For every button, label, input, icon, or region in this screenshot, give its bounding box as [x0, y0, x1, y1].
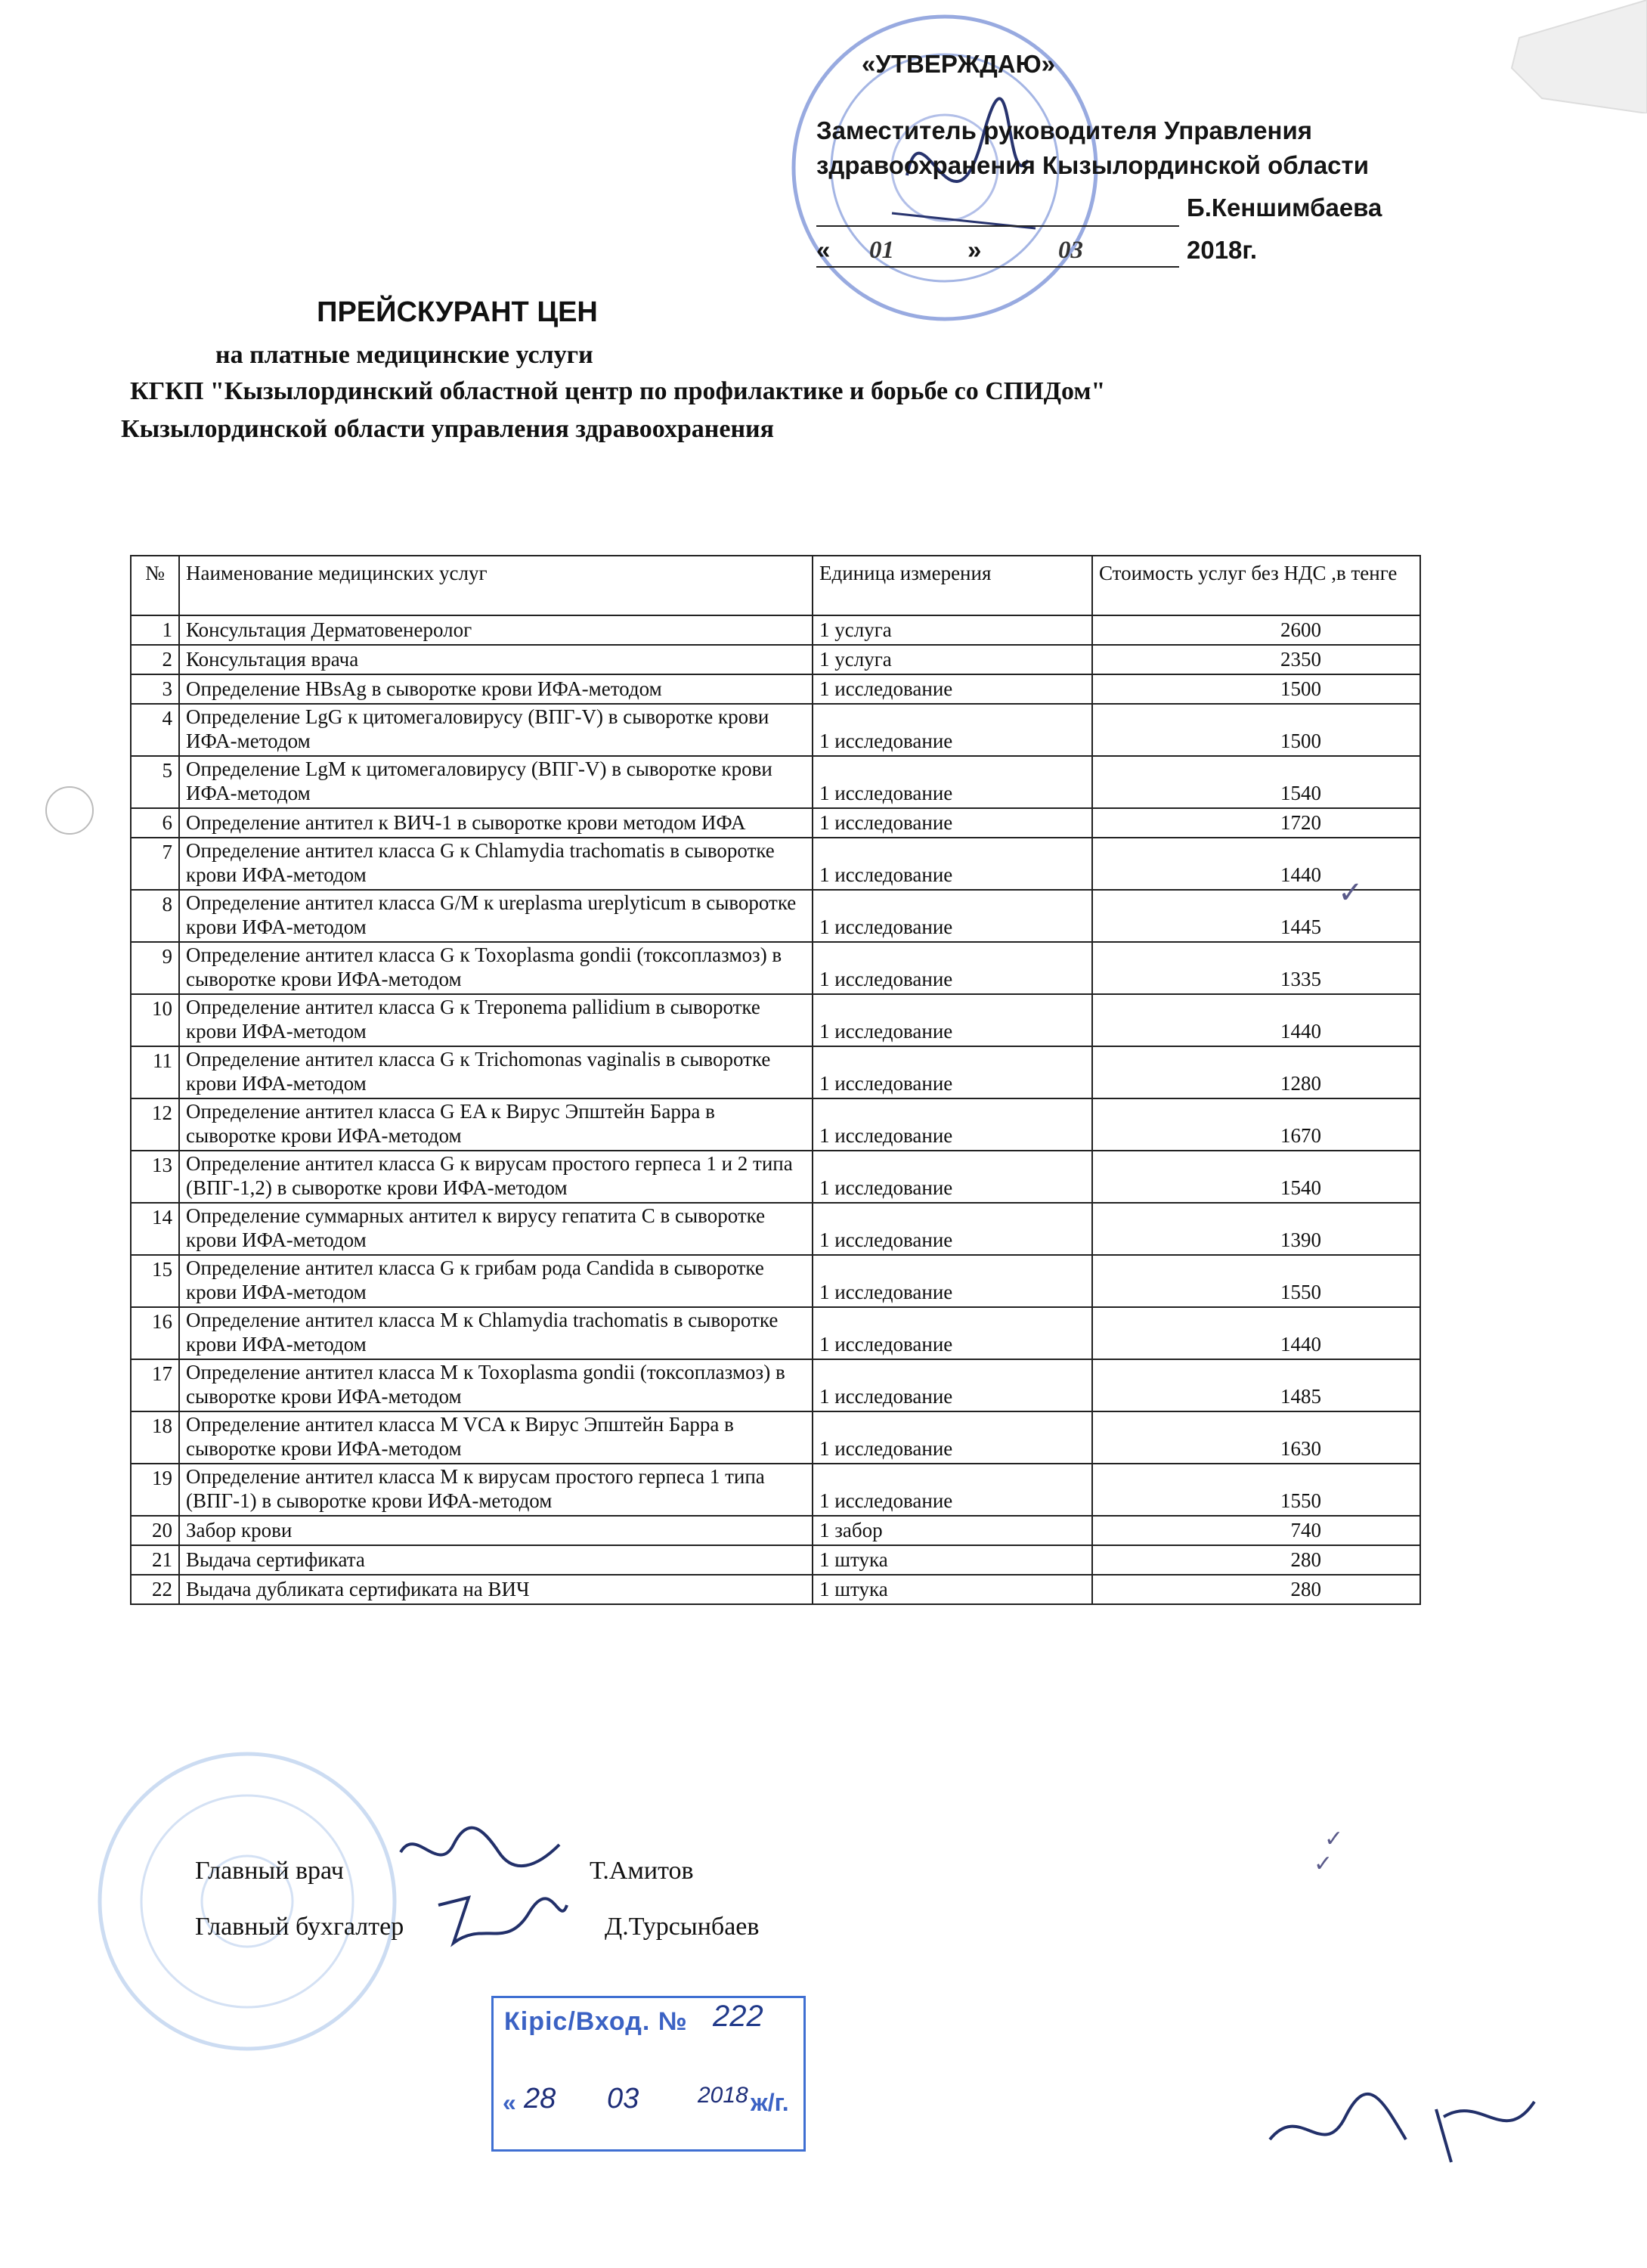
table-row — [131, 942, 1420, 994]
table-row — [131, 808, 1420, 838]
service-name: Определение антител класса G/M к ureplasma ureplyticum в сыворотке крови ИФА-методом — [179, 890, 813, 942]
service-price: 1550 — [1092, 1255, 1420, 1307]
row-number: 14 — [131, 1203, 179, 1255]
initials-signature — [1255, 2071, 1557, 2185]
service-price: 1485 — [1092, 1359, 1420, 1411]
service-name: Определение антител класса G к Toxoplasma gondii (токсоплазмоз) в сыворотке крови ИФА-методом — [179, 942, 813, 994]
entry-day: 28 — [524, 2083, 556, 2115]
checkmark-icon: ✓ — [1338, 875, 1364, 910]
chief-accountant-name: Д.Турсынбаев — [605, 1913, 760, 1941]
row-number: 21 — [131, 1545, 179, 1575]
service-name: Выдача дубликата сертификата на ВИЧ — [179, 1575, 813, 1604]
document-subtitle-3: Кызылординской области управления здравоохранения — [121, 415, 775, 443]
service-price: 1550 — [1092, 1464, 1420, 1516]
row-number: 11 — [131, 1046, 179, 1098]
service-price: 1500 — [1092, 674, 1420, 704]
service-name: Определение HBsAg в сыворотке крови ИФА-методом — [179, 674, 813, 704]
table-row — [131, 1516, 1420, 1545]
organization-seal-icon — [85, 1739, 410, 2064]
row-number: 1 — [131, 615, 179, 645]
service-price: 740 — [1092, 1516, 1420, 1545]
table-row — [131, 1255, 1420, 1307]
service-name: Определение антител класса G к Chlamydia trachomatis в сыворотке крови ИФА-методом — [179, 838, 813, 890]
punch-hole — [45, 786, 94, 835]
service-price: 280 — [1092, 1545, 1420, 1575]
entry-date-prefix: « — [503, 2089, 516, 2116]
row-number: 13 — [131, 1151, 179, 1203]
table-row — [131, 645, 1420, 674]
service-price: 1670 — [1092, 1098, 1420, 1151]
service-price: 1335 — [1092, 942, 1420, 994]
service-name: Определение антител класса G к Treponema pallidium в сыворотке крови ИФА-методом — [179, 994, 813, 1046]
row-number: 6 — [131, 808, 179, 838]
chief-doctor-label: Главный врач — [195, 1857, 344, 1885]
table-row — [131, 1545, 1420, 1575]
service-unit: 1 исследование — [813, 1411, 1092, 1464]
row-number: 12 — [131, 1098, 179, 1151]
date-year: 2018г. — [1187, 236, 1258, 264]
service-name: Определение антител класса М к Toxoplasma gondii (токсоплазмоз) в сыворотке крови ИФА-методом — [179, 1359, 813, 1411]
table-row — [131, 1098, 1420, 1151]
date-day: 01 — [869, 237, 894, 264]
row-number: 19 — [131, 1464, 179, 1516]
service-name: Консультация Дерматовенеролог — [179, 615, 813, 645]
service-name: Определение антител класса G к вирусам простого герпеса 1 и 2 типа (ВПГ-1,2) в сыворотке крови ИФА-методом — [179, 1151, 813, 1203]
service-name: Определение антител класса M VCA к Вирус Эпштейн Барра в сыворотке крови ИФА-методом — [179, 1411, 813, 1464]
row-number: 2 — [131, 645, 179, 674]
service-name: Определение LgG к цитомегаловирусу (ВПГ-V) в сыворотке крови ИФА-методом — [179, 704, 813, 756]
service-unit: 1 исследование — [813, 808, 1092, 838]
chief-doctor-name: Т.Амитов — [590, 1857, 694, 1885]
entry-number: 222 — [713, 2000, 763, 2033]
row-number: 3 — [131, 674, 179, 704]
service-name: Определение антител класса G к грибам рода Candida в сыворотке крови ИФА-методом — [179, 1255, 813, 1307]
date-month: 03 — [1058, 237, 1083, 264]
table-row — [131, 1359, 1420, 1411]
date-underline — [816, 266, 1179, 268]
service-name: Консультация врача — [179, 645, 813, 674]
table-row — [131, 1151, 1420, 1203]
table-row — [131, 1307, 1420, 1359]
service-name: Определение антител класса М к Chlamydia trachomatis в сыворотке крови ИФА-методом — [179, 1307, 813, 1359]
service-name: Определение суммарных антител к вирусу гепатита С в сыворотке крови ИФА-методом — [179, 1203, 813, 1255]
document-title: ПРЕЙСКУРАНТ ЦЕН — [317, 296, 598, 328]
document-subtitle-2: КГКП "Кызылординский областной центр по профилактике и борьбе со СПИДом" — [130, 377, 1106, 405]
service-price: 1540 — [1092, 756, 1420, 808]
service-price: 1280 — [1092, 1046, 1420, 1098]
service-unit: 1 исследование — [813, 838, 1092, 890]
service-price: 2600 — [1092, 615, 1420, 645]
service-name: Определение LgM к цитомегаловирусу (ВПГ-V) в сыворотке крови ИФА-методом — [179, 756, 813, 808]
incoming-registration-stamp — [491, 1996, 806, 2152]
table-row — [131, 1464, 1420, 1516]
entry-month: 03 — [607, 2083, 639, 2115]
table-row — [131, 1203, 1420, 1255]
approval-position-line1: Заместитель руководителя Управления — [816, 116, 1313, 144]
service-unit: 1 исследование — [813, 1098, 1092, 1151]
service-unit: 1 исследование — [813, 1255, 1092, 1307]
service-unit: 1 забор — [813, 1516, 1092, 1545]
col-header-name: Наименование медицинских услуг — [179, 556, 813, 615]
service-unit: 1 исследование — [813, 704, 1092, 756]
service-unit: 1 исследование — [813, 1203, 1092, 1255]
service-unit: 1 исследование — [813, 1046, 1092, 1098]
row-number: 16 — [131, 1307, 179, 1359]
table-row — [131, 756, 1420, 808]
chief-doctor-signature — [393, 1822, 567, 1882]
table-row — [131, 1575, 1420, 1604]
service-price: 1390 — [1092, 1203, 1420, 1255]
row-number: 9 — [131, 942, 179, 994]
date-quote-close: » — [967, 236, 982, 264]
col-header-no: № — [131, 556, 179, 615]
row-number: 20 — [131, 1516, 179, 1545]
service-unit: 1 исследование — [813, 674, 1092, 704]
service-unit: 1 услуга — [813, 645, 1092, 674]
table-row — [131, 1411, 1420, 1464]
service-price: 1540 — [1092, 1151, 1420, 1203]
row-number: 8 — [131, 890, 179, 942]
row-number: 18 — [131, 1411, 179, 1464]
row-number: 7 — [131, 838, 179, 890]
checkmark-icon: ✓ — [1324, 1826, 1344, 1852]
service-unit: 1 исследование — [813, 1359, 1092, 1411]
service-name: Определение антител класса G EA к Вирус Эпштейн Барра в сыворотке крови ИФА-методом — [179, 1098, 813, 1151]
row-number: 17 — [131, 1359, 179, 1411]
approval-title: «УТВЕРЖДАЮ» — [862, 50, 1056, 78]
tape-piece — [1497, 0, 1647, 113]
table-header-row — [131, 556, 1420, 615]
service-price: 1720 — [1092, 808, 1420, 838]
row-number: 10 — [131, 994, 179, 1046]
date-quote-open: « — [816, 236, 831, 264]
row-number: 22 — [131, 1575, 179, 1604]
service-unit: 1 штука — [813, 1575, 1092, 1604]
table-row — [131, 838, 1420, 890]
service-price: 280 — [1092, 1575, 1420, 1604]
service-price: 1500 — [1092, 704, 1420, 756]
service-price: 1445 — [1092, 890, 1420, 942]
service-unit: 1 исследование — [813, 1151, 1092, 1203]
price-table — [130, 555, 1421, 1605]
approval-signer: Б.Кеншимбаева — [1187, 194, 1382, 222]
service-unit: 1 исследование — [813, 1307, 1092, 1359]
chief-accountant-label: Главный бухгалтер — [195, 1913, 404, 1941]
row-number: 5 — [131, 756, 179, 808]
service-name: Забор крови — [179, 1516, 813, 1545]
signature-underline — [816, 225, 1179, 227]
service-name: Определение антител к ВИЧ-1 в сыворотке крови методом ИФА — [179, 808, 813, 838]
service-unit: 1 исследование — [813, 890, 1092, 942]
chief-accountant-signature — [423, 1890, 574, 1958]
service-unit: 1 исследование — [813, 756, 1092, 808]
service-unit: 1 услуга — [813, 615, 1092, 645]
entry-suffix: ж/г. — [751, 2089, 789, 2116]
service-name: Определение антител класса М к вирусам простого герпеса 1 типа (ВПГ-1) в сыворотке крови ИФА-методом — [179, 1464, 813, 1516]
service-price: 1440 — [1092, 1307, 1420, 1359]
approval-position-line2: здравоохранения Кызылординской области — [816, 151, 1369, 179]
service-unit: 1 штука — [813, 1545, 1092, 1575]
table-row — [131, 994, 1420, 1046]
document-subtitle-1: на платные медицинские услуги — [215, 341, 593, 369]
table-row — [131, 615, 1420, 645]
service-price: 1440 — [1092, 994, 1420, 1046]
service-unit: 1 исследование — [813, 994, 1092, 1046]
service-name: Выдача сертификата — [179, 1545, 813, 1575]
service-price: 2350 — [1092, 645, 1420, 674]
table-row — [131, 674, 1420, 704]
service-unit: 1 исследование — [813, 1464, 1092, 1516]
service-price: 1630 — [1092, 1411, 1420, 1464]
entry-label: Кіріс/Вход. № — [504, 2007, 688, 2036]
col-header-price: Стоимость услуг без НДС ,в тенге — [1092, 556, 1420, 615]
service-name: Определение антител класса G к Trichomonas vaginalis в сыворотке крови ИФА-методом — [179, 1046, 813, 1098]
row-number: 15 — [131, 1255, 179, 1307]
col-header-unit: Единица измерения — [813, 556, 1092, 615]
service-price: 1440 — [1092, 838, 1420, 890]
service-unit: 1 исследование — [813, 942, 1092, 994]
table-row — [131, 704, 1420, 756]
row-number: 4 — [131, 704, 179, 756]
table-row — [131, 890, 1420, 942]
entry-year: 2018 — [698, 2083, 748, 2108]
table-row — [131, 1046, 1420, 1098]
checkmark-icon: ✓ — [1314, 1851, 1333, 1877]
